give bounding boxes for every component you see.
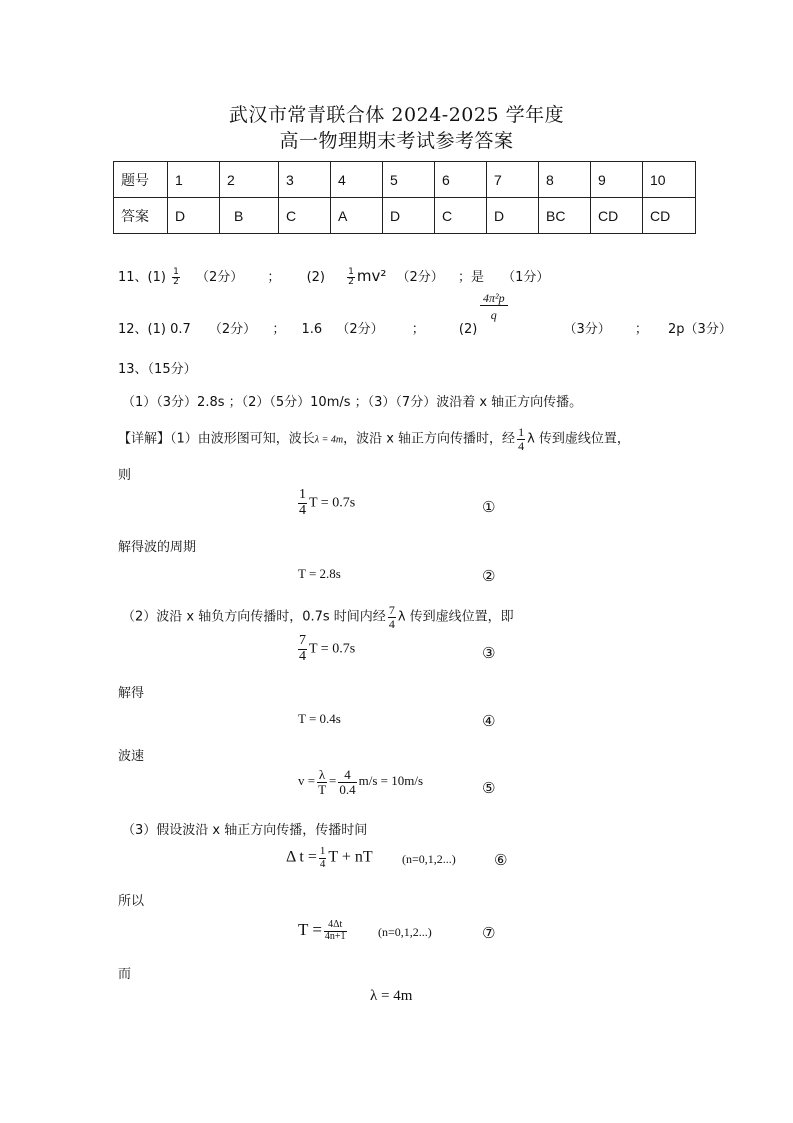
fraction-denominator: q [490,307,497,322]
page-title-line1: 武汉市常青联合体 2024-2025 学年度 [228,104,565,126]
fraction-numerator: 1 [299,487,306,502]
equation-text: T = 0.7s [309,495,356,511]
equation-marker-4: ④ [482,712,496,730]
table-row-numbers [114,162,696,198]
equation-7-condition: (n=0,1,2...) [378,925,432,939]
fraction-numerator: 4Δt [324,920,347,932]
q13-detail-mid: ，波沿 x 轴正方向传播时，经 [343,431,516,447]
fraction [338,768,356,796]
fraction-numerator: 1 [173,266,179,277]
q11-points1: （2分） [195,270,244,285]
q12-answer3-fraction [478,292,510,321]
equation-8: λ = 4m [370,988,413,1004]
fraction-denominator: 4 [388,616,395,631]
table-cell-number: 4 [331,162,383,198]
table-cell-answer: D [487,198,539,234]
equation-1 [296,488,355,518]
fraction-denominator: 4n+1 [324,930,346,942]
fraction-denominator: 4 [299,502,306,518]
table-row-answers [114,198,696,234]
fraction-denominator: 2 [173,277,179,287]
q13-part3-text: （3）假设波沿 x 轴正方向传播，传播时间 [122,823,368,838]
table-cell-number: 7 [487,162,539,198]
equation-7 [298,920,349,942]
equation-2: T = 2.8s [298,566,341,581]
q11-part2-label: (2) [306,270,325,285]
table-cell-answer: D [168,198,220,234]
q11-prefix: 11、(1) [118,270,166,285]
equation-marker-6: ⑥ [494,851,508,869]
fraction-numerator: 7 [299,633,306,648]
fraction [298,488,307,518]
table-cell-number: 2 [220,162,279,198]
equation-3 [296,634,355,664]
equation-text: T + nT [328,848,373,866]
q13-label-speed: 波速 [118,749,145,764]
q12-points1: （2分） [208,322,257,337]
table-header-answer: 答案 [114,198,168,234]
fraction-denominator: 4 [299,648,306,664]
table-cell-answer: C [279,198,331,234]
fraction-denominator: T [318,781,327,797]
q12-answer2: 1.6 [301,322,323,337]
table-cell-answer: C [435,198,487,234]
equation-6-condition: (n=0,1,2...) [402,852,456,866]
q11-line [118,266,549,287]
answer-table [113,161,696,234]
q13-detail-line [118,426,630,452]
q13-label-so: 所以 [118,894,145,909]
q13-label-period: 解得波的周期 [118,540,197,555]
equation-text: = [329,773,337,789]
table-cell-number: 5 [383,162,435,198]
q12-points2: （2分） [336,322,384,337]
q13-then: 则 [118,468,132,483]
table-cell-number: 1 [168,162,220,198]
fraction-denominator: 0.4 [339,781,356,797]
fraction [517,426,525,452]
table-cell-number: 8 [539,162,591,198]
q11-points2: （2分） [396,270,444,285]
q13-part2-text: （2）波沿 x 轴负方向传播时，0.7s 时间内经 [122,609,386,625]
q12-separator3: ； [634,322,648,337]
fraction-denominator: 4 [319,857,326,870]
page-title-line2: 高一物理期末考试参考答案 [279,130,514,152]
q13-summary: （1）（3分）2.8s ；（2）（5分）10m/s ；（3）（7分）波沿着 x 轴正方向传播。 [122,395,583,410]
fraction-numerator: 4 [338,768,356,783]
table-cell-answer: B [220,198,279,234]
equation-5 [298,768,423,796]
q11-points3: （1分） [502,270,550,285]
fraction-numerator: 1 [319,845,326,857]
q13-heading: 13、（15分） [118,362,197,377]
q12-points3: （3分） [563,322,611,337]
equation-6 [286,846,373,870]
equation-text: T = [298,920,322,939]
table-cell-answer: D [383,198,435,234]
q13-part2-line [122,604,514,630]
equation-marker-2: ② [482,567,496,585]
q13-detail-intro: 【详解】（1）由波形图可知，波长 [118,431,315,447]
fraction-denominator: 2 [348,277,354,287]
q13-label-and: 而 [118,967,132,982]
fraction-numerator: λ [318,767,326,782]
equation-text: m/s = 10m/s [358,773,424,789]
q12-part2-label: (2) [458,322,478,337]
q13-wavelength: λ = 4m [314,434,344,446]
q12-line [118,318,732,337]
table-cell-answer: CD [643,198,696,234]
table-cell-answer: BC [539,198,591,234]
q12-answer4: 2p（3分） [668,322,732,337]
fraction-numerator: 1 [518,425,525,439]
table-cell-number: 9 [591,162,643,198]
fraction-numerator: 1 [348,266,354,277]
equation-marker-7: ⑦ [482,924,496,942]
fraction [317,768,327,796]
table-cell-answer: CD [591,198,643,234]
fraction-numerator: 4π²p [480,292,508,306]
equation-text: T = 0.7s [309,641,356,657]
equation-marker-1: ① [482,498,496,516]
q11-answer3: ；是 [457,270,484,285]
q12-separator1: ； [272,322,286,337]
fraction [388,604,396,630]
q13-part2-tail: λ 传到虚线位置，即 [397,609,514,625]
equation-marker-3: ③ [482,644,496,662]
fraction-numerator: 7 [388,603,395,617]
q11-separator1: ； [267,270,281,285]
q13-label-solve: 解得 [118,686,145,701]
table-cell-number: 3 [279,162,331,198]
fraction-denominator: 4 [518,438,525,453]
table-cell-answer: A [331,198,383,234]
table-header-number: 题号 [114,162,168,198]
equation-4: T = 0.4s [298,711,341,726]
q11-answer2-expression: mv² [356,267,387,285]
q12-prefix: 12、(1) 0.7 [118,322,191,337]
fraction [324,920,347,942]
equation-text: Δ t = [286,848,317,866]
fraction [319,846,327,870]
fraction [480,292,508,321]
q12-separator2: ； [411,322,425,337]
q11-answer1-fraction [172,268,180,288]
table-cell-number: 10 [643,162,696,198]
fraction [298,634,307,664]
q11-answer2-fraction [347,268,355,288]
equation-text: v = [298,773,316,789]
equation-marker-5: ⑤ [482,779,496,797]
q13-detail-end: λ 传到虚线位置， [527,431,630,447]
table-cell-number: 6 [435,162,487,198]
